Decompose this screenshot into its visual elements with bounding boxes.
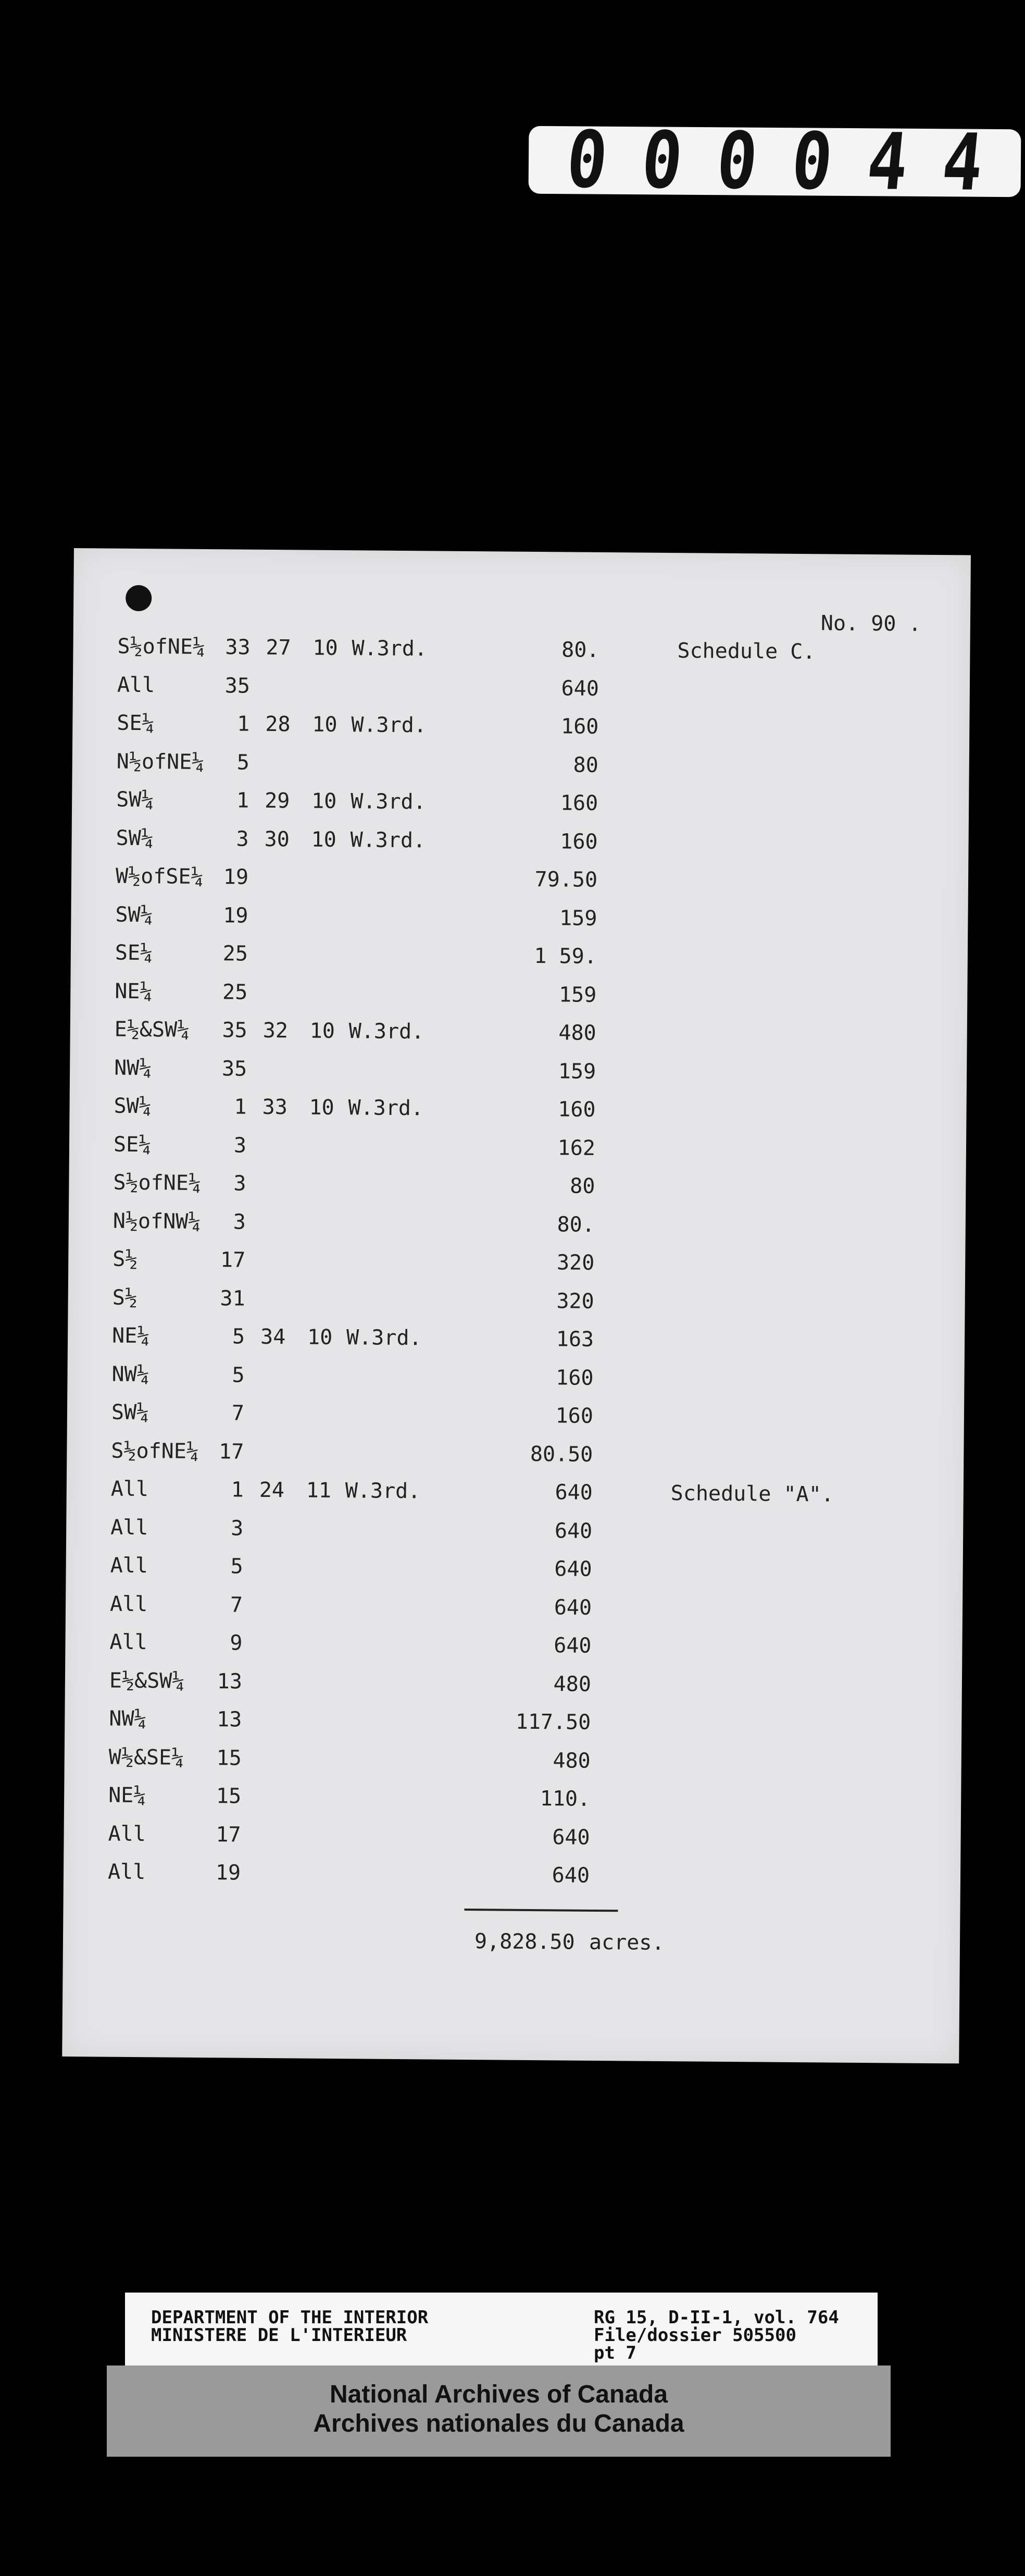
reference-line-2: File/dossier 505500 bbox=[594, 2325, 796, 2346]
section-cell: 13 bbox=[217, 1669, 243, 1694]
frame-digit: 0 bbox=[788, 116, 837, 207]
frame-number-plate bbox=[529, 115, 1021, 208]
meridian-cell: W.3rd. bbox=[345, 1479, 421, 1504]
table-row bbox=[64, 1860, 949, 1898]
section-cell: 3 bbox=[233, 1209, 246, 1234]
section-cell: 25 bbox=[222, 980, 248, 1005]
meridian-cell: W.3rd. bbox=[350, 827, 426, 852]
section-cell: 7 bbox=[231, 1401, 245, 1426]
acres-cell: 80. bbox=[557, 1212, 595, 1237]
acres-cell: 640 bbox=[555, 1480, 593, 1505]
dept-fr: MINISTERE DE L'INTERIEUR bbox=[151, 2325, 407, 2346]
table-row bbox=[70, 1017, 955, 1055]
parcel-cell: S½ofNE¼ bbox=[113, 1170, 202, 1195]
parcel-cell: SE¼ bbox=[115, 940, 153, 965]
section-cell: 3 bbox=[233, 1133, 247, 1158]
table-row bbox=[71, 940, 956, 979]
section-cell: 31 bbox=[220, 1286, 245, 1311]
range-cell: 10 bbox=[309, 1095, 334, 1120]
parcel-cell: SE¼ bbox=[113, 1132, 152, 1157]
meridian-cell: W.3rd. bbox=[348, 1019, 424, 1044]
table-row bbox=[66, 1515, 952, 1553]
acres-cell: 80. bbox=[561, 638, 599, 662]
acres-cell: 80.50 bbox=[530, 1442, 593, 1467]
section-cell: 35 bbox=[224, 673, 251, 698]
parcel-cell: S½ bbox=[112, 1285, 138, 1310]
acres-cell: 640 bbox=[561, 676, 599, 701]
section-cell: 5 bbox=[236, 750, 249, 775]
table-row bbox=[71, 825, 957, 863]
acres-cell: 110. bbox=[540, 1787, 591, 1811]
range-cell: 10 bbox=[309, 1019, 335, 1043]
parcel-cell: All bbox=[109, 1630, 147, 1655]
township-cell: 24 bbox=[259, 1478, 285, 1503]
acres-cell: 80 bbox=[573, 753, 598, 777]
table-row bbox=[73, 672, 958, 710]
township-cell: 27 bbox=[266, 635, 291, 660]
section-cell: 35 bbox=[221, 1056, 247, 1081]
acres-cell: 160 bbox=[560, 791, 598, 815]
section-cell: 3 bbox=[236, 826, 249, 851]
archive-banner bbox=[107, 2366, 891, 2457]
table-row bbox=[69, 1132, 955, 1170]
parcel-cell: S½ofNE¼ bbox=[111, 1439, 199, 1464]
schedule-note: Schedule C. bbox=[677, 639, 816, 664]
table-row bbox=[68, 1323, 953, 1361]
table-row bbox=[70, 1055, 955, 1093]
table-row bbox=[67, 1477, 952, 1515]
table-row bbox=[67, 1400, 953, 1438]
section-cell: 15 bbox=[216, 1784, 242, 1809]
acres-cell: 80 bbox=[570, 1174, 595, 1198]
township-cell: 28 bbox=[265, 712, 291, 737]
parcel-cell: S½ bbox=[113, 1247, 138, 1272]
parcel-cell: NW¼ bbox=[114, 1056, 152, 1080]
parcel-cell: SW¼ bbox=[111, 1400, 149, 1425]
frame-digit: 4 bbox=[938, 117, 987, 208]
table-row bbox=[71, 902, 956, 940]
meridian-cell: W.3rd. bbox=[348, 1096, 424, 1121]
table-row bbox=[64, 1744, 949, 1782]
parcel-cell: All bbox=[108, 1822, 146, 1846]
township-cell: 30 bbox=[264, 827, 290, 851]
section-cell: 9 bbox=[230, 1631, 243, 1655]
acres-cell: 79.50 bbox=[534, 867, 598, 892]
document-sheet bbox=[62, 548, 971, 2063]
parcel-cell: All bbox=[117, 673, 155, 697]
section-cell: 1 bbox=[236, 788, 249, 813]
punch-hole bbox=[126, 585, 152, 611]
acres-cell: 640 bbox=[554, 1557, 592, 1581]
table-row bbox=[68, 1247, 954, 1285]
acres-cell: 640 bbox=[552, 1825, 590, 1850]
section-cell: 7 bbox=[230, 1592, 243, 1617]
table-row bbox=[72, 787, 957, 825]
acres-cell: 640 bbox=[552, 1863, 590, 1888]
table-row bbox=[69, 1094, 955, 1132]
total-rule bbox=[464, 1909, 618, 1912]
township-cell: 32 bbox=[262, 1018, 289, 1043]
parcel-cell: NE¼ bbox=[111, 1323, 150, 1348]
section-cell: 19 bbox=[223, 865, 249, 889]
acres-cell: 160 bbox=[558, 1097, 596, 1122]
parcel-cell: W½&SE¼ bbox=[108, 1745, 184, 1770]
parcel-cell: All bbox=[110, 1553, 148, 1578]
acres-cell: 160 bbox=[560, 714, 599, 739]
section-cell: 35 bbox=[222, 1018, 247, 1043]
section-cell: 1 bbox=[231, 1478, 244, 1502]
section-cell: 19 bbox=[223, 903, 248, 928]
table-row bbox=[69, 1208, 954, 1246]
parcel-cell: NE¼ bbox=[108, 1783, 146, 1808]
acres-cell: 640 bbox=[554, 1518, 593, 1543]
table-row bbox=[72, 749, 958, 787]
acres-cell: 159 bbox=[558, 982, 597, 1007]
range-cell: 10 bbox=[307, 1325, 333, 1349]
acres-cell: 160 bbox=[556, 1365, 594, 1390]
section-cell: 17 bbox=[220, 1248, 246, 1272]
parcel-cell: SW¼ bbox=[116, 787, 154, 812]
schedule-note: Schedule "A". bbox=[670, 1481, 834, 1507]
table-row bbox=[70, 979, 956, 1017]
table-row bbox=[64, 1821, 949, 1859]
township-cell: 34 bbox=[260, 1324, 286, 1349]
acres-cell: 160 bbox=[560, 829, 598, 854]
section-cell: 15 bbox=[216, 1745, 242, 1770]
acres-cell: 480 bbox=[553, 1748, 591, 1773]
section-cell: 17 bbox=[219, 1439, 244, 1464]
parcel-cell: SW¼ bbox=[115, 902, 153, 927]
meridian-cell: W.3rd. bbox=[351, 713, 427, 738]
parcel-cell: SW¼ bbox=[114, 1094, 152, 1119]
acres-cell: 480 bbox=[553, 1671, 592, 1696]
range-cell: 10 bbox=[312, 636, 338, 660]
table-row bbox=[67, 1361, 953, 1400]
archive-name-en: National Archives of Canada bbox=[329, 2381, 668, 2408]
frame-digit: 0 bbox=[712, 116, 762, 207]
range-cell: 10 bbox=[311, 827, 336, 852]
parcel-cell: E½&SW¼ bbox=[109, 1668, 185, 1693]
parcel-cell: SE¼ bbox=[117, 711, 155, 736]
table-row bbox=[65, 1630, 951, 1668]
parcel-cell: SW¼ bbox=[116, 826, 154, 850]
frame-digit: 0 bbox=[638, 115, 687, 206]
acres-cell: 159 bbox=[558, 1059, 596, 1084]
section-cell: 3 bbox=[233, 1171, 246, 1196]
section-cell: 5 bbox=[232, 1363, 245, 1388]
parcel-cell: All bbox=[107, 1860, 146, 1885]
dept-en: DEPARTMENT OF THE INTERIOR bbox=[151, 2307, 429, 2328]
section-cell: 33 bbox=[225, 635, 251, 660]
range-cell: 10 bbox=[311, 789, 337, 813]
table-row bbox=[65, 1668, 951, 1706]
acres-cell: 480 bbox=[558, 1021, 596, 1045]
table-row bbox=[72, 711, 958, 749]
acres-cell: 1 59. bbox=[534, 944, 597, 969]
frame-digit: 0 bbox=[562, 115, 611, 206]
archive-reference-label bbox=[125, 2293, 878, 2371]
table-row bbox=[69, 1170, 954, 1208]
acres-cell: 160 bbox=[555, 1404, 594, 1428]
parcel-cell: NE¼ bbox=[115, 979, 153, 1004]
total-row bbox=[474, 1929, 665, 1955]
parcel-cell: All bbox=[110, 1515, 148, 1540]
acres-cell: 117.50 bbox=[515, 1710, 591, 1735]
meridian-cell: W.3rd. bbox=[346, 1326, 422, 1351]
section-cell: 1 bbox=[237, 712, 250, 736]
acres-cell: 320 bbox=[556, 1250, 595, 1275]
meridian-cell: W.3rd. bbox=[351, 789, 426, 814]
total-acres: 9,828.50 bbox=[474, 1929, 575, 1954]
section-cell: 1 bbox=[234, 1095, 247, 1119]
parcel-cell: N½ofNE¼ bbox=[116, 749, 205, 774]
parcel-cell: N½ofNW¼ bbox=[113, 1209, 201, 1234]
section-cell: 5 bbox=[232, 1324, 245, 1349]
acres-cell: 163 bbox=[556, 1327, 594, 1352]
township-cell: 33 bbox=[262, 1095, 288, 1120]
acres-cell: 320 bbox=[556, 1289, 594, 1314]
table-row bbox=[67, 1438, 952, 1476]
reference-line-1: RG 15, D-II-1, vol. 764 bbox=[594, 2307, 839, 2328]
frame-digit: 4 bbox=[863, 117, 912, 208]
section-cell: 17 bbox=[216, 1822, 241, 1847]
parcel-cell: E½&SW¼ bbox=[114, 1017, 190, 1042]
section-cell: 13 bbox=[216, 1707, 242, 1732]
range-cell: 11 bbox=[306, 1478, 332, 1503]
parcel-cell: All bbox=[110, 1477, 149, 1502]
acres-cell: 640 bbox=[554, 1633, 592, 1658]
meridian-cell: W.3rd. bbox=[352, 636, 428, 661]
total-unit: acres. bbox=[589, 1930, 665, 1955]
parcel-cell: NW¼ bbox=[111, 1362, 149, 1386]
table-row bbox=[71, 864, 957, 902]
parcel-cell: W½ofSE¼ bbox=[115, 864, 204, 889]
section-cell: 3 bbox=[230, 1516, 244, 1541]
range-cell: 10 bbox=[312, 712, 338, 737]
section-cell: 25 bbox=[222, 942, 248, 966]
acres-cell: 159 bbox=[559, 906, 597, 931]
reference-line-3: pt 7 bbox=[594, 2343, 636, 2363]
archive-name-fr: Archives nationales du Canada bbox=[313, 2410, 684, 2437]
table-row bbox=[64, 1783, 949, 1821]
acres-cell: 640 bbox=[554, 1595, 592, 1620]
table-row bbox=[68, 1285, 953, 1323]
parcel-cell: S½ofNE¼ bbox=[117, 634, 206, 659]
table-row bbox=[73, 634, 958, 672]
acres-cell: 162 bbox=[557, 1135, 596, 1160]
parcel-cell: All bbox=[109, 1592, 148, 1616]
section-cell: 19 bbox=[215, 1861, 241, 1885]
section-cell: 5 bbox=[230, 1554, 243, 1579]
parcel-cell: NW¼ bbox=[109, 1706, 147, 1731]
table-row bbox=[66, 1591, 951, 1629]
table-row bbox=[65, 1706, 950, 1744]
township-cell: 29 bbox=[265, 788, 290, 813]
table-row bbox=[66, 1553, 951, 1591]
sheet-number: No. 90 . bbox=[820, 611, 921, 636]
